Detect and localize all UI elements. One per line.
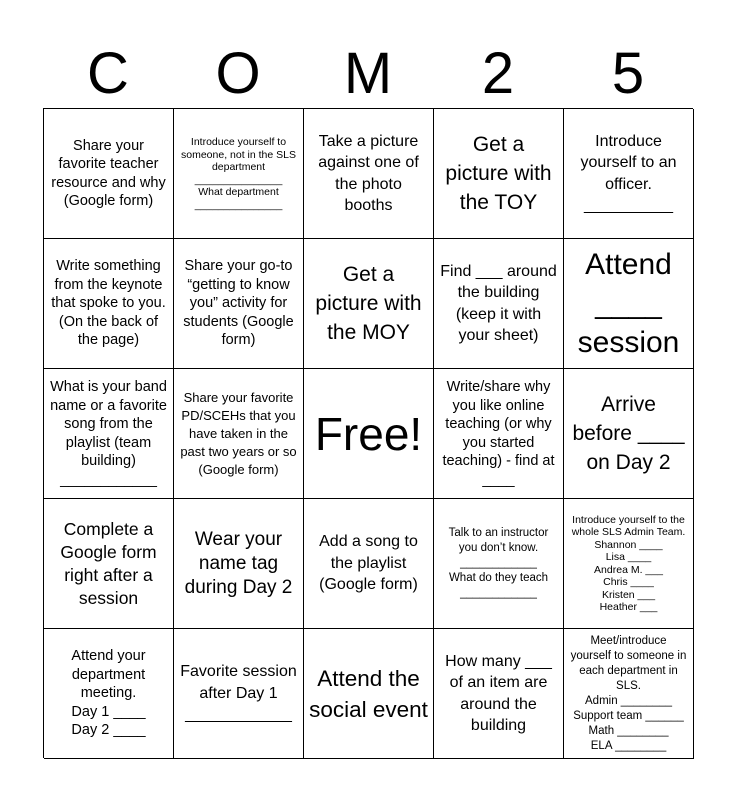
bingo-square[interactable] [304,629,434,759]
square-text: Complete a Google form right after a session [60,518,157,608]
bingo-square[interactable] [434,629,564,759]
square-text: Wear your name tag during Day 2 [184,528,293,598]
free-square[interactable] [304,369,434,499]
square-text: Arrive before ____ on Day 2 [572,393,685,474]
square-text: Attend ____ session [577,248,680,359]
header-letter-c: C [87,41,129,106]
bingo-square[interactable] [174,369,304,499]
bingo-square[interactable] [44,629,174,759]
bingo-square[interactable] [434,499,564,629]
square-text: Get a picture with the TOY [445,133,552,214]
square-text: Find ___ around the building (keep it with your sheet) [440,262,557,344]
square-text: Share your favorite teacher resource and why (Google form) [51,137,166,209]
bingo-square[interactable] [304,109,434,239]
bingo-square[interactable] [304,239,434,369]
bingo-square[interactable] [564,109,694,239]
square-text: Free! [314,407,423,460]
square-text: Attend your department meeting. Day 1 ____ Day 2 ____ [71,648,146,739]
square-text: Add a song to the playlist (Google form) [319,533,418,594]
square-text: What is your band name or a favorite song from the playlist (team building) ____________ [50,379,167,488]
square-text: Meet/introduce yourself to someone in each department in SLS. Admin ________ Support team ______ Math ________ ELA ________ [570,634,687,752]
bingo-square[interactable] [304,499,434,629]
bingo-header [43,40,693,108]
square-text: Introduce yourself to the whole SLS Admin Team. Shannon ____ Lisa ____ Andrea M. ___ Chris ____ Kristen ___ Heather ___ [571,513,686,613]
bingo-square[interactable] [44,109,174,239]
square-text: Attend the social event [309,665,428,722]
bingo-square[interactable] [434,239,564,369]
header-digit-2: 2 [481,41,515,106]
bingo-grid [43,108,693,758]
square-text: Introduce yourself to someone, not in the SLS department _______________ What department _______________ [181,136,296,211]
square-text: Favorite session after Day 1 ____________ [180,663,297,724]
bingo-square[interactable] [44,369,174,499]
bingo-square[interactable] [434,109,564,239]
header-letter-o: O [215,41,261,106]
header-digit-5: 5 [611,41,645,106]
square-text: Talk to an instructor you don’t know. ____________ What do they teach ____________ [448,527,549,599]
bingo-square[interactable] [434,369,564,499]
bingo-square[interactable] [174,109,304,239]
square-text: Take a picture against one of the photo booths [318,132,419,214]
square-text: Share your favorite PD/SCEHs that you have taken in the past two years or so (Google form) [180,389,297,477]
bingo-square[interactable] [44,239,174,369]
bingo-square[interactable] [564,629,694,759]
bingo-square[interactable] [564,499,694,629]
square-text: Write something from the keynote that spoke to you. (On the back of the page) [51,258,166,349]
bingo-square[interactable] [564,239,694,369]
bingo-square[interactable] [564,369,694,499]
square-text: Write/share why you like online teaching (or why you started teaching) - find at ____ [442,379,555,488]
bingo-square[interactable] [174,499,304,629]
square-text: How many ___ of an item are around the building [445,652,552,734]
bingo-square[interactable] [174,629,304,759]
square-text: Share your go-to “getting to know you” activity for students (Google form) [183,258,294,349]
bingo-square[interactable] [44,499,174,629]
square-text: Get a picture with the MOY [315,263,422,344]
header-letter-m: M [343,41,393,106]
square-text: Introduce yourself to an officer. __________ [580,132,677,214]
bingo-square[interactable] [174,239,304,369]
